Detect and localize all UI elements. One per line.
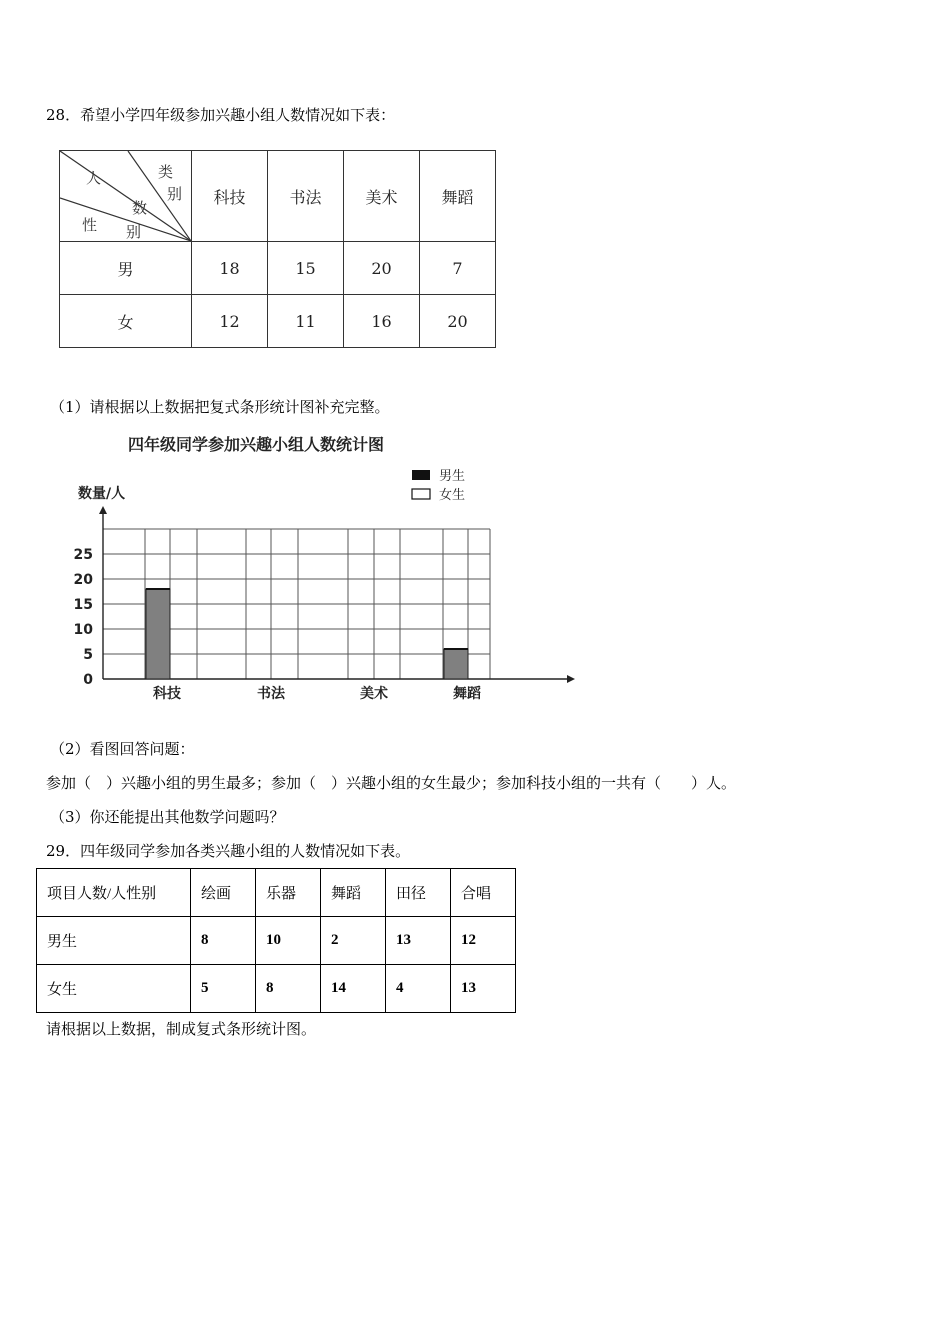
corner-bie2: 别 [126, 223, 142, 241]
y-tick-label: 20 [73, 572, 93, 588]
x-tick-label: 书法 [257, 686, 285, 702]
header-keji: 科技 [192, 151, 268, 242]
legend-male-swatch [412, 470, 430, 480]
row-label: 男生 [37, 917, 191, 965]
row-label: 女生 [37, 965, 191, 1013]
cell: 8 [256, 965, 321, 1013]
cell: 16 [344, 295, 420, 348]
q28-part3: （3）你还能提出其他数学问题吗？ [50, 808, 285, 826]
corner-shu: 数 [132, 199, 148, 217]
cell: 4 [386, 965, 451, 1013]
cell: 2 [321, 917, 386, 965]
cell: 12 [451, 917, 516, 965]
header-shufa: 书法 [268, 151, 344, 242]
header-cell: 合唱 [451, 869, 516, 917]
cell: 15 [268, 242, 344, 295]
chart-bars [146, 589, 468, 679]
cell: 5 [191, 965, 256, 1013]
cell: 11 [268, 295, 344, 348]
legend-female-label: 女生 [439, 488, 466, 503]
q28-part2-text: 参加（ ）兴趣小组的男生最多；参加（ ）兴趣小组的女生最少；参加科技小组的一共有（ ）人。 [46, 774, 737, 792]
legend-male-label: 男生 [439, 469, 466, 484]
q28-title: 28．希望小学四年级参加兴趣小组人数情况如下表： [46, 106, 396, 124]
cell: 8 [191, 917, 256, 965]
header-cell: 绘画 [191, 869, 256, 917]
corner-ren: 人 [86, 169, 102, 187]
cell: 14 [321, 965, 386, 1013]
q29-title: 29．四年级同学参加各类兴趣小组的人数情况如下表。 [46, 842, 411, 860]
q28-part2: （2）看图回答问题： [50, 740, 195, 758]
y-axis-arrow [99, 506, 107, 514]
y-axis-label: 数量/人 [78, 486, 126, 502]
bar-male [444, 649, 468, 679]
x-axis-arrow [567, 675, 575, 683]
y-tick-label: 0 [83, 672, 93, 688]
x-tick-label: 美术 [360, 686, 388, 702]
corner-xing: 性 [82, 216, 98, 234]
cell: 12 [192, 295, 268, 348]
header-wudao: 舞蹈 [420, 151, 496, 242]
cell: 20 [420, 295, 496, 348]
table-corner-header [60, 151, 192, 242]
legend-female-swatch [412, 489, 430, 499]
q29-footer: 请根据以上数据，制成复式条形统计图。 [46, 1020, 317, 1038]
row-label: 男 [60, 242, 192, 295]
y-tick-label: 15 [73, 597, 93, 613]
cell: 18 [192, 242, 268, 295]
y-tick-label: 25 [73, 547, 93, 563]
cell: 13 [451, 965, 516, 1013]
table-header-row [37, 869, 516, 917]
corner-bie1: 别 [167, 185, 183, 203]
q28-table [59, 150, 496, 348]
cell: 7 [420, 242, 496, 295]
q29-table [36, 868, 516, 1013]
header-cell: 田径 [386, 869, 451, 917]
header-cell: 乐器 [256, 869, 321, 917]
chart-title: 四年级同学参加兴趣小组人数统计图 [128, 435, 385, 454]
cell: 20 [344, 242, 420, 295]
q28-part1: （1）请根据以上数据把复式条形统计图补充完整。 [50, 398, 390, 416]
table-row [37, 917, 516, 965]
bar-chart [70, 430, 590, 710]
cell: 13 [386, 917, 451, 965]
cell: 10 [256, 917, 321, 965]
corner-lei: 类 [158, 163, 174, 181]
table-row [60, 295, 496, 348]
y-tick-label: 10 [73, 622, 93, 638]
table-row [60, 242, 496, 295]
x-tick-label: 科技 [153, 686, 181, 702]
header-cell: 项目人数/人性别 [37, 869, 191, 917]
header-meishu: 美术 [344, 151, 420, 242]
x-tick-label: 舞蹈 [453, 686, 481, 702]
bar-male [146, 589, 170, 679]
y-tick-label: 5 [83, 647, 93, 663]
row-label: 女 [60, 295, 192, 348]
header-cell: 舞蹈 [321, 869, 386, 917]
table-row [37, 965, 516, 1013]
